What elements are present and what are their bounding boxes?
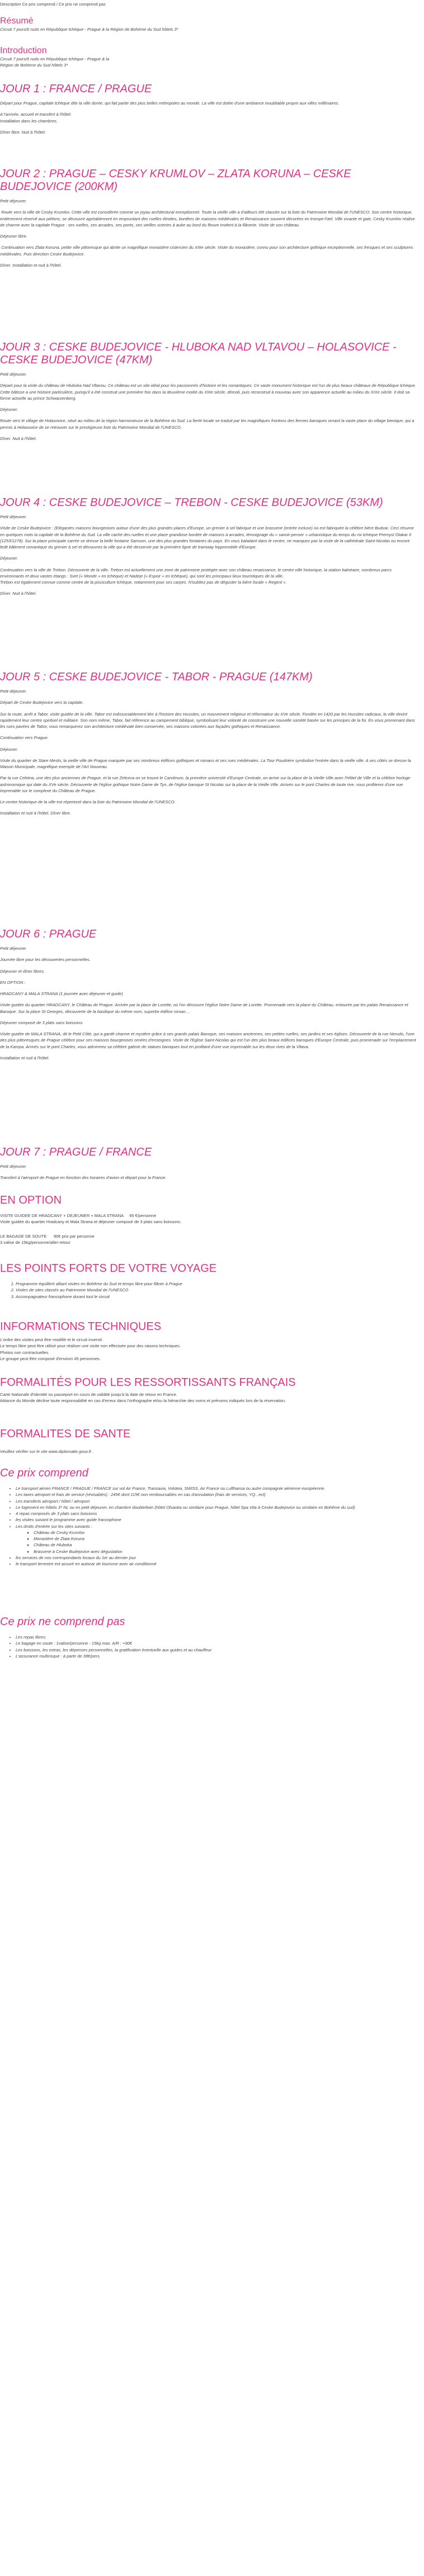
day5-p5: Déjeuner. xyxy=(0,746,18,752)
option-line1: VISITE GUIDEE DE HRADCANY + DEJEUNER + MALA STRANA 95 €/personne xyxy=(0,1213,157,1218)
technical-line: Photos non contractuelles. xyxy=(0,1349,50,1355)
day4-title: JOUR 4 : CESKE BUDEJOVICE – TREBON - CESKE BUDEJOVICE (53KM) xyxy=(0,496,383,509)
includes-item: • 4 repas composés de 3 plats sans boissons xyxy=(16,1510,417,1517)
includes-item: • les visites suivant le programme avec guide francophone xyxy=(16,1517,417,1523)
day2-p3: Déjeuner libre. xyxy=(0,234,27,239)
day1-p3: Installation dans les chambres. xyxy=(0,118,58,124)
includes-section xyxy=(0,1467,417,1567)
day1-p2: A l'arrivée, accueil et transfert à l'hôtel. xyxy=(0,112,72,117)
highlight-item: 2. Visites de sites classés au Patrimoine Mondial de l'UNESCO xyxy=(16,1287,417,1293)
day7-title: JOUR 7 : PRAGUE / FRANCE xyxy=(0,1146,152,1158)
day5-p3: Sur la route, arrêt à Tabor, visite guidée de la ville. Tabor est indissociablement liée à l'histoire des Hussites, un mouvement religieux et réformateur du XVe siècle. Fondée en 1420 par les Hussites radicaux, la ville devint rapidement leur centre spirituel et militaire. Son nom même, Tabor, fait référence au campement biblique, symbolisant leur volonté de construire une nouvelle société basée sur les principes de la foi. En vous promenant dans les rues pavées de Tabor, vous remarquerez son architecture médiévale bien conservée, ses maisons colorées aux façades gothiques et Renaissance. xyxy=(0,711,416,729)
day1-section xyxy=(0,83,417,135)
excludes-item: • Les boissons, les extras, les dépenses personnelles, la gratification éventuelle aux guides et au chauffeur xyxy=(16,1647,417,1653)
includes-subitem: ◦ Château de Cesky Krumlov xyxy=(34,1530,417,1536)
day6-p5: HRADCANY & MALA STRANA (1 journée avec déjeuner et guide) xyxy=(0,991,123,996)
day1-p1: Départ pour Prague, capitale tchèque dite la ville dorée, qui fait partie des plus belles métropoles au monde. La ville est dotée d'une ambiance inoubliable propre aux villes millénaires. xyxy=(0,101,340,106)
day6-p4: EN OPTION : xyxy=(0,979,26,985)
day6-p3: Déjeuner et dîner libres. xyxy=(0,968,45,974)
day4-p3: Déjeuner. xyxy=(0,556,18,561)
day3-section xyxy=(0,341,417,442)
includes-subitem: ◦ Brasserie à Ceske Budejovice avec dégustation xyxy=(34,1549,417,1555)
technical-line: Le groupe peut être composé d'environ 45 personnes. xyxy=(0,1356,101,1361)
day5-title: JOUR 5 : CESKE BUDEJOVICE - TABOR - PRAGUE (147KM) xyxy=(0,671,313,683)
formalities-line: Carte Nationale d'Identité ou passeport en cours de validité jusqu'à la date de retour en France. xyxy=(0,1392,177,1397)
includes-subitem: ◦ Château de Hluboka xyxy=(34,1542,417,1548)
highlight-item: 3. Accompagnateur francophone durant tout le circuit xyxy=(16,1294,417,1300)
excludes-item: • Les repas libres. xyxy=(16,1634,417,1640)
day7-p2: Transfert à l'aéroport de Prague en fonction des horaires d'avion et départ pour la France. xyxy=(0,1175,167,1181)
includes-item: • Les taxes aéroport et frais de service (révisables) : 245€ dont 115€ non remboursables en cas d'annulation (frais de services, YQ...ect) xyxy=(16,1491,417,1498)
day5-p4: Continuation vers Prague. xyxy=(0,735,49,741)
includes-entries-label: Les droits d'entrée sur les sites suivants : xyxy=(16,1523,92,1529)
day6-section xyxy=(0,928,417,1061)
day4-p1: Petit déjeuner. xyxy=(0,514,27,519)
resume-text: Circuit 7 jours/6 nuits en République tchèque - Prague & la Région de Bohème du Sud hôtels 3* xyxy=(0,27,178,32)
resume-section xyxy=(0,16,417,32)
excludes-item: • L'assurance multirisque : à partir de 38€/pers. xyxy=(16,1653,417,1659)
day3-p3: Déjeuner. xyxy=(0,407,18,412)
day5-p9: Installation et nuit à l'hôtel. Dîner libre. xyxy=(0,811,71,816)
technical-section xyxy=(0,1320,417,1362)
includes-item-entries xyxy=(16,1523,417,1555)
excludes-title: Ce prix ne comprend pas xyxy=(0,1616,125,1628)
day5-p6: Visite du quartier de Stare Mesto, la vieille ville de Prague marquée par ses nombreux édifices gothiques et romans et ses rues médiévales. La Tour Poudrière symbolise l'entrée dans la vieille ville. A ses côtés se dresse la Maison Municipale, magnifique exemple de l'Art Nouveau. xyxy=(0,757,412,769)
excludes-list xyxy=(0,1634,417,1659)
includes-subitem: ◦ Monastère de Zlata Koruna xyxy=(34,1536,417,1542)
day2-p5: Dîner. Installation et nuit à l'hôtel. xyxy=(0,262,62,268)
day7-section xyxy=(0,1146,417,1181)
highlights-section xyxy=(0,1262,417,1300)
technical-line: L'ordre des visites peut être modifié et le circuit inversé. xyxy=(0,1337,103,1342)
resume-title: Résumé xyxy=(0,16,34,26)
day2-p4: Continuation vers Zlata Koruna, petite ville pittoresque qui abrite un magnifique monastère cistercien du XIIIe siècle. Visite du monastère, connu pour son architecture gothique exceptionnelle, ses fresques et ses sculptures médiévales. Puis direction Ceske Budejovice. xyxy=(0,245,414,257)
formalities-section xyxy=(0,1376,417,1404)
includes-title: Ce prix comprend xyxy=(0,1467,88,1479)
day6-p8: Visite guidée de MALA STRANA, dit le Petit Côté, qui a gardé charme et mystère grâce à ses grands palais Baroque, ses maisons anciennes, ses petites ruelles, ses jardins et ses églises. Découverte de la rue Nerudo, l'une des plus pittoresques de Prague célèbre pour ses maisons bourgeoises ornées d'enseignes. Visite de l'Eglise Saint-Nicolas qui est l'un des plus beaux édifices baroques d'Europe Centrale, puis promenade sur l'emplacement de la Kampa. Arrivés sur le pont Charles, vous admirerez sa célèbre galerie de statues baroques tout en profitant d'une vue imprenable sur les deux rives de la Vltava. xyxy=(0,1031,417,1049)
option-section xyxy=(0,1194,417,1246)
excludes-item: • Le bagage en soute : 1valise/personne - 15kg max. A/R : +90€ xyxy=(16,1640,417,1646)
day3-p5: Dîner. Nuit à l'hôtel. xyxy=(0,435,37,441)
day5-p2: Départ de Ceske Budejovice vers la capitale. xyxy=(0,700,84,705)
health-text: Veuillez vérifier sur le site www.diplomatie.gouv.fr . xyxy=(0,1449,94,1454)
highlights-list xyxy=(0,1281,417,1300)
day6-title: JOUR 6 : PRAGUE xyxy=(0,928,97,940)
introduction-title: Introduction xyxy=(0,46,47,55)
day4-p2: Visite de Ceske Budejovice : (Elégantes maisons bourgeoises autour d'une des plus grandes places d'Europe, un grenier à sel fabrique et une brasserie (entrée incluse) où est fabriquée la célèbre bière Budvar. Ceci résume en quelques mots la capitale de la Bohême du Sud. La ville caché des ruelles et une place grandiose bordée de maisons à arcades, témoignage du « savoir-penser » urbanistique du temps du roi tchèque Premysl Otakar II (1253/1278). Sur la place principale carrée se dresse la belle fontaine Samson, une des plus grandes fontaines du pays. En vous baladant dans le centre, ne manquez pas la visite de la cathédrale Saint-Nicolas ou encore ledit bâtiment romantique du grenier à sel et découvrez la ville qui a été desservie par la première ligne de tramway hippomobile d'Europe. xyxy=(0,525,416,550)
day1-title: JOUR 1 : FRANCE / PRAGUE xyxy=(0,83,152,95)
description-line: Description Ce prix comprend / Ce prix ne comprend pas xyxy=(0,2,106,7)
day1-p4: Dîner libre. Nuit à l'hôtel. xyxy=(0,129,46,135)
introduction-section xyxy=(0,45,417,69)
technical-title: INFORMATIONS TECHNIQUES xyxy=(0,1320,162,1333)
includes-sublist xyxy=(16,1530,417,1555)
day5-section xyxy=(0,671,417,817)
day4-section xyxy=(0,496,417,597)
description-tabs xyxy=(0,1,417,7)
excludes-section xyxy=(0,1616,417,1659)
day6-p2: Journée libre pour les découvertes personnelles. xyxy=(0,957,91,963)
day3-p4: Route vers le village de Holasovice, situé au milieu de la région harmonieuse de la Bohême du Sud. La fierté locale se traduit par les magnifiques frontons des fermes baroques ornant la vaste place du village bienique, qui a permis à Holasovice de se retrouver sur le prestigieuse liste du Patrimoine Mondial de l'UNESCO. xyxy=(0,418,416,430)
day2-p2: Route vers la ville de Cesky Krumlov. Cette ville est considérée comme un joyau architectural exceptionnel. Toute la vieille ville a d'ailleurs été classée sur la liste du Patrimoine Mondial de l'UNESCO. Son centre historique, entièrement réservé aux piétons, se découvre agréablement en empruntant des ruelles étroites, bordées de maisons médiévales et Renaissance souvent décorées en trompe-l'œil. Ville vivante et gaie, Cesky Krumlov réalise de charme avec la capitale Prague : ses ruelles, ses arcades, ses ponts, ses vieilles scieries à aube au bord du fleuve invitent à la flânerie. Visite de son château. xyxy=(0,210,416,228)
day3-title: JOUR 3 : CESKE BUDEJOVICE - HLUBOKA NAD VLTAVOU – HOLASOVICE - CESKE BUDEJOVICE (47KM) xyxy=(0,341,397,366)
includes-item: • Le transport aérien FRANCE / PRAGUE / FRANCE sur vol Air France, Transavia, Volotea, SWISS, Air France ou Lufthansa ou autre compagnie aérienne européenne. xyxy=(16,1485,417,1491)
day7-p1: Petit déjeuner. xyxy=(0,1164,27,1169)
formalities-title: FORMALITÉS POUR LES RESSORTISSANTS FRANÇAIS xyxy=(0,1376,296,1389)
option-line3: LE BAGAGE DE SOUTE 90€ prix par personne xyxy=(0,1233,95,1239)
includes-item: • Le logement en hôtels 3* NL ou en petit déjeuner, en chambre double/twin (hôtel Olsanka ou similaire pour Prague, hôtel Spa Vita à Ceske Budejovice ou similaire en Bohême du sud) xyxy=(16,1504,417,1510)
day2-title: JOUR 2 : PRAGUE – CESKY KRUMLOV – ZLATA KORUNA – CESKE BUDEJOVICE (200KM) xyxy=(0,168,351,193)
day4-p5: Dîner. Nuit à l'hôtel. xyxy=(0,591,37,596)
day5-p7: Par la rue Celetna, une des plus anciennes de Prague, et la rue Zelezna on se trouve le Carolinum, la première université d'Europe Centrale, on arrive sur la place de la Vieille Ville avec l'Hôtel de Ville et la célèbre horloge astronomique qui date du XVe siècle. Découverte de l'église gothique Notre Dame de Tyn, de l'église baroque St Nicolas sur la place de la Vieille Ville. Arrivés sur le pont Charles de toute rive, vous profiterez d'une vue imprenable sur le complexe du Château de Prague. xyxy=(0,775,412,793)
option-title: EN OPTION xyxy=(0,1194,62,1206)
day5-p1: Petit déjeuner. xyxy=(0,689,27,694)
health-title: FORMALITES DE SANTE xyxy=(0,1428,131,1440)
day6-p1: Petit déjeuner. xyxy=(0,946,27,951)
option-line2: Visite guidée du quartier Hradcany et Mala Strana et déjeuner composé de 3 plats sans boissons. xyxy=(0,1219,182,1225)
day4-p4: Continuation vers la ville de Trebon. Découverte de la ville. Trebon est actuellement une zone de patrimoine protégée avec son château renaissance, le centre ville historique, la station balnéaire, nombreux parcs environnants et deux vastes étangs : Svet (« Monde » en tchèque) et Nadeje (« Espoir » en tchèque), qui sont les principaux lieux touristiques de la ville. Trebon est également connue comme centre de la pisciculture tchèque, notamment pour ses carpes. N'oubliez pas de déguster la bière locale « Regent ». xyxy=(0,567,392,585)
highlights-title: LES POINTS FORTS DE VOTRE VOYAGE xyxy=(0,1262,217,1275)
day6-p9: Installation et nuit à l'hôtel. xyxy=(0,1055,50,1060)
day3-p2: Départ pour la visite du château de Hluboka Nad Vltavou. Ce château est un site idéal pour les passionnés d'histoire et les romantiques. Ce vaste monument historique est l'un de plus beaux châteaux de République tchèque. Cette bâtisse a une histoire particulière, puisqu'il a été construit une première fois dans la deuxième moitié du XIIIe siècle, démoli, puis reconstruit à nouveau avec son apparence actuelle au milieu du XIXe siècle. Il doit sa forme actuelle au prince Schwarzenberg. xyxy=(0,383,417,401)
day6-p6: Visite guidée du quartier HRADCANY, le Château de Prague. Arrivée par la place de Lorette, où l'on découvre l'église Notre Dame de Lorette. Promenade vers la place du Château, entourée par les palais Renaissance et Baroque. Sur la place St Georges, découverte de la basilique du même nom, superbe édifice roman… xyxy=(0,1002,409,1014)
formalities-line: Attiance du Monde décline toute responsabilité en cas d'erreur dans l'orthographe et/ou la hiérarchie des noms et prénoms indiqués lors de la réservation. xyxy=(0,1398,286,1404)
includes-list xyxy=(0,1485,417,1567)
day6-p7: Déjeuner composé de 3 plats sans boissons. xyxy=(0,1020,84,1025)
technical-line: Le temps libre peut être utilisé pour réaliser une visite non effectuée pour des raisons techniques. xyxy=(0,1343,181,1349)
day2-section xyxy=(0,168,417,268)
includes-item: • les services de nos correspondants locaux du 1er au dernier jour xyxy=(16,1555,417,1561)
highlight-item: 1. Programme équilibré alliant visites en Bohême du Sud et temps libre pour flâner à Prague xyxy=(16,1281,417,1287)
health-section xyxy=(0,1428,417,1455)
day5-p8: Le centre historique de la ville est répertorié dans la liste du Patrimoine Mondial de l'UNESCO. xyxy=(0,799,176,804)
day3-p1: Petit déjeuner. xyxy=(0,372,27,377)
option-line4: 3 valise de 15kg/personne/aller-retour xyxy=(0,1239,70,1245)
includes-item: • le transport terrestre est assuré en autocar de tourisme avec air conditionné xyxy=(16,1561,417,1567)
includes-item: • Les transferts aéroport / hôtel / aéroport xyxy=(16,1498,417,1504)
introduction-text: Circuit 7 jours/6 nuits en République tchèque - Prague & la Région de Bohème du Sud hôtels 3* xyxy=(0,56,111,68)
day2-p1: Petit déjeuner. xyxy=(0,198,27,203)
